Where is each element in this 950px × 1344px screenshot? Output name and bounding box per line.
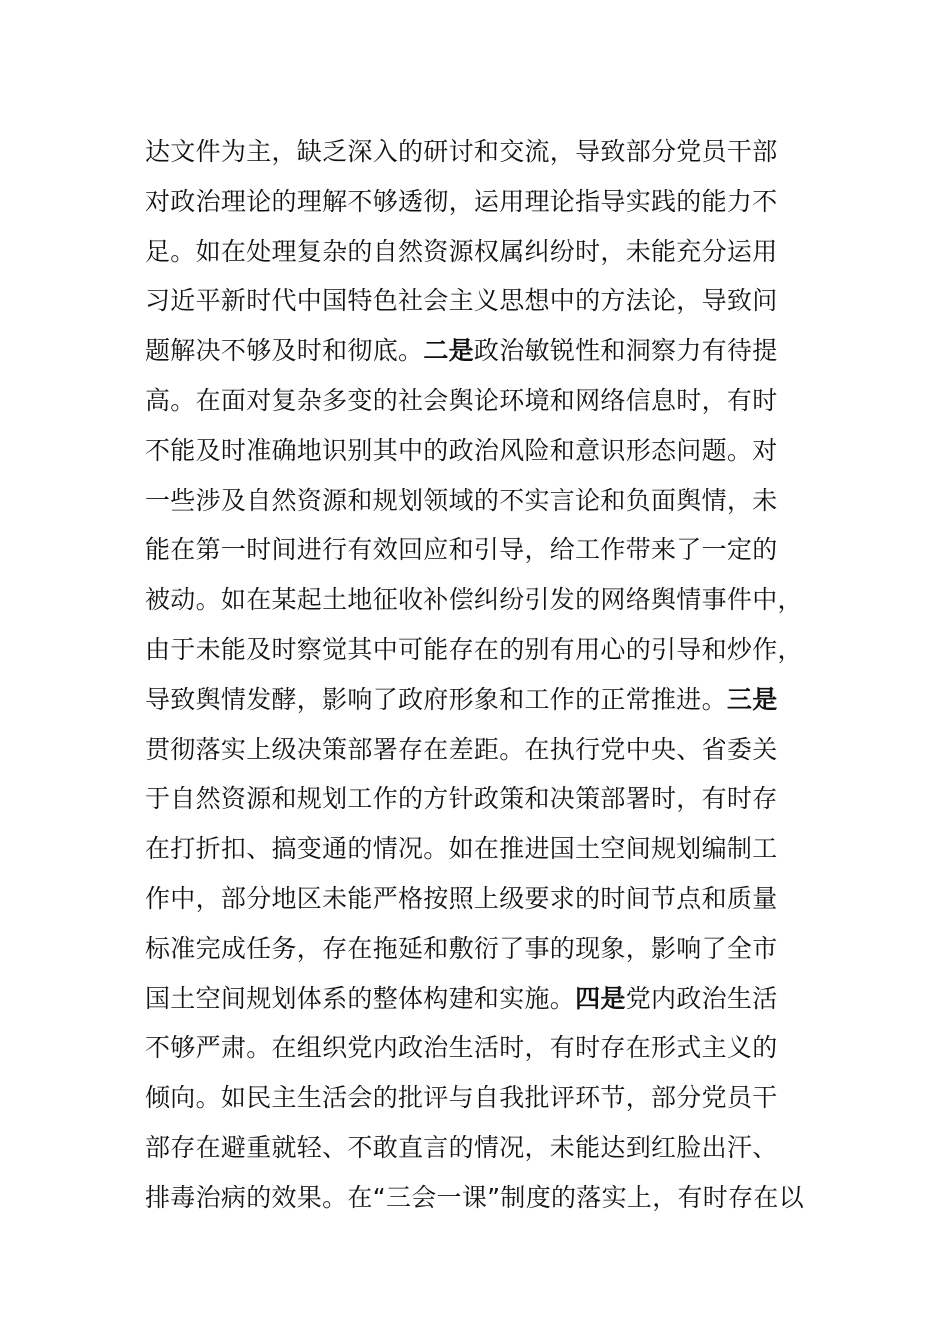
text-segment: 被动。如在某起土地征收补偿纠纷引发的网络舆情事件中， [145, 585, 803, 615]
text-line [145, 725, 810, 775]
text-line [145, 575, 810, 625]
text-line [145, 675, 810, 725]
text-line [145, 1073, 810, 1123]
text-line [145, 326, 810, 376]
text-line [145, 276, 810, 326]
text-segment: 标准完成任务，存在拖延和敷衍了事的现象，影响了全市 [145, 933, 778, 963]
text-segment: 贯彻落实上级决策部署存在差距。在执行党中央、省委关 [145, 734, 778, 764]
text-line [145, 874, 810, 924]
text-segment: 党内政治生活 [625, 983, 778, 1013]
text-line [145, 974, 810, 1024]
text-line [145, 774, 810, 824]
text-line [145, 525, 810, 575]
body-paragraph [145, 127, 810, 1223]
text-segment: 由于未能及时察觉其中可能存在的别有用心的引导和炒作， [145, 634, 803, 664]
text-segment: 于自然资源和规划工作的方针政策和决策部署时，有时存 [145, 784, 778, 814]
text-segment: 不够严肃。在组织党内政治生活时，有时存在形式主义的 [145, 1033, 778, 1063]
text-segment: 政治敏锐性和洞察力有待提 [473, 336, 778, 366]
text-segment: 排毒治病的效果。在“三会一课”制度的落实上，有时存在以 [145, 1182, 805, 1212]
text-segment: 达文件为主，缺乏深入的研讨和交流，导致部分党员干部 [145, 137, 778, 166]
text-segment: 在打折扣、搞变通的情况。如在推进国土空间规划编制工 [145, 834, 778, 864]
text-line [145, 1123, 810, 1173]
text-segment: 习近平新时代中国特色社会主义思想中的方法论，导致问 [145, 286, 778, 316]
text-segment: 国土空间规划体系的整体构建和实施。 [145, 983, 576, 1013]
text-line [145, 1173, 810, 1223]
text-segment: 导致舆情发酵，影响了政府形象和工作的正常推进。 [145, 684, 727, 714]
text-line [145, 227, 810, 277]
text-segment: 作中，部分地区未能严格按照上级要求的时间节点和质量 [145, 883, 778, 913]
text-segment: 能在第一时间进行有效回应和引导，给工作带来了一定的 [145, 535, 778, 565]
text-segment: 高。在面对复杂多变的社会舆论环境和网络信息时，有时 [145, 385, 778, 415]
text-segment: 题解决不够及时和彻底。 [145, 336, 424, 366]
text-segment: 对政治理论的理解不够透彻，运用理论指导实践的能力不 [145, 186, 778, 216]
text-segment: 足。如在处理复杂的自然资源权属纠纷时，未能充分运用 [145, 236, 778, 266]
text-segment: 倾向。如民主生活会的批评与自我批评环节，部分党员干 [145, 1083, 778, 1113]
text-line [145, 426, 810, 476]
emphasis-label: 二是 [423, 336, 474, 366]
text-line [145, 476, 810, 526]
text-line [145, 1023, 810, 1073]
text-line [145, 177, 810, 227]
text-line [145, 625, 810, 675]
text-segment: 部存在避重就轻、不敢直言的情况，未能达到红脸出汗、 [145, 1132, 778, 1162]
emphasis-label: 四是 [575, 983, 626, 1013]
text-line [145, 376, 810, 426]
text-line [145, 127, 810, 177]
text-line [145, 824, 810, 874]
text-line [145, 924, 810, 974]
text-segment: 一些涉及自然资源和规划领域的不实言论和负面舆情，未 [145, 485, 778, 515]
text-segment: 不能及时准确地识别其中的政治风险和意识形态问题。对 [145, 435, 778, 465]
emphasis-label: 三是 [726, 684, 778, 714]
